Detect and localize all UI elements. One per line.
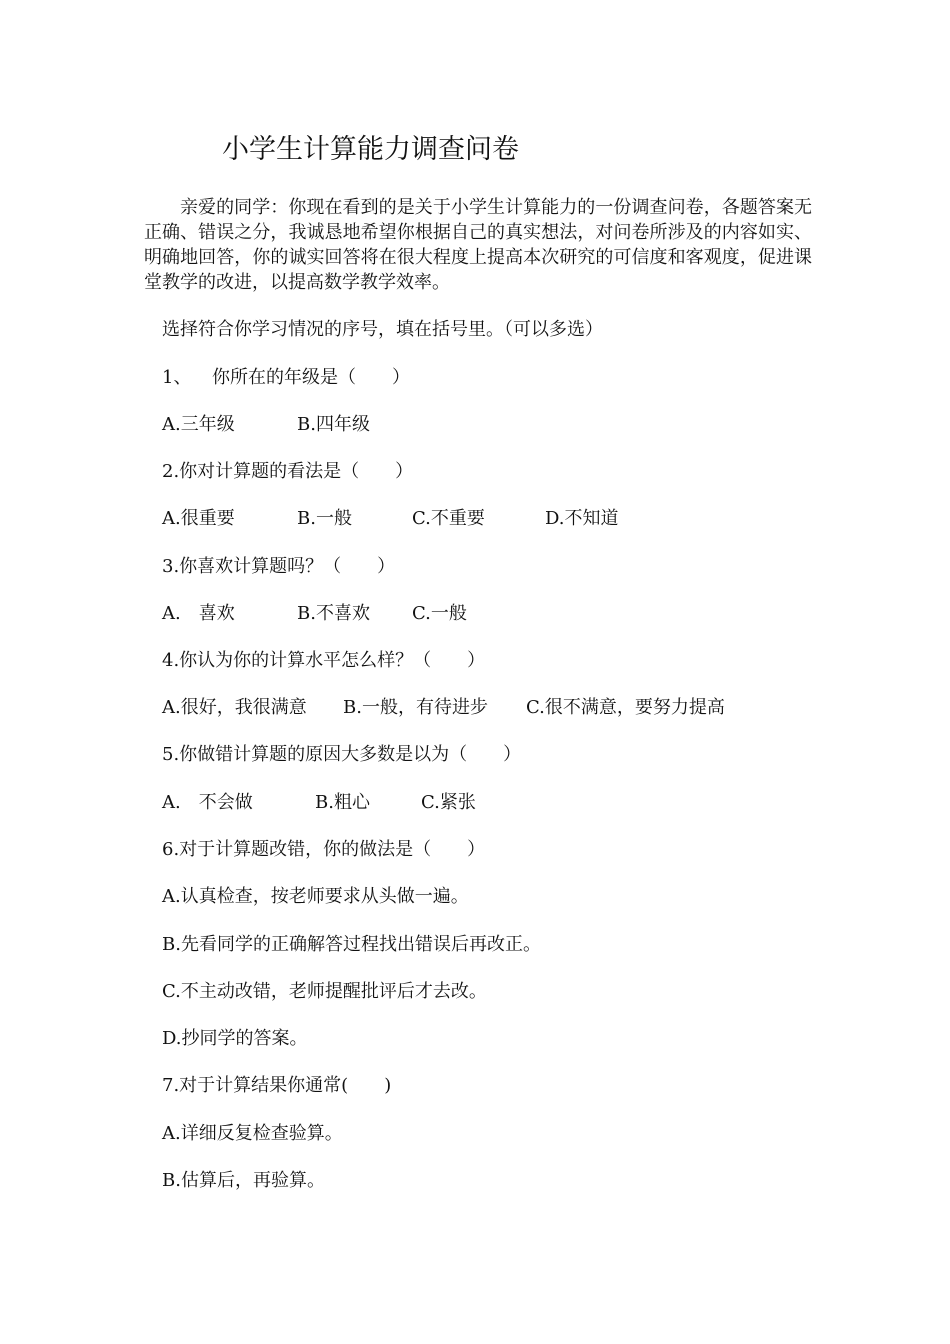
q7-option-a: A.详细反复检查验算。: [162, 1123, 343, 1144]
question-1-text: 你所在的年级是（ ）: [212, 367, 410, 388]
q6-option-c: C.不主动改错，老师提醒批评后才去改。: [162, 981, 487, 1002]
q4-option-c: C.很不满意，要努力提高: [526, 697, 725, 718]
question-2-text: 2.你对计算题的看法是（ ）: [162, 461, 414, 482]
q2-option-c: C.不重要: [412, 508, 485, 529]
q5-option-a: A. 不会做: [162, 792, 253, 813]
q5-option-b: B.粗心: [315, 792, 370, 813]
intro-paragraph: 亲爱的同学：你现在看到的是关于小学生计算能力的一份调查问卷，各题答案无正确、错误之分，我诚恳地希望你根据自己的真实想法，对问卷所涉及的内容如实、明确地回答，你的诚实回答将在很大程度上提高本次研究的可信度和客观度，促进课堂教学的改进，以提高数学教学效率。: [144, 197, 812, 293]
q2-option-a: A.很重要: [162, 508, 235, 529]
q4-option-a: A.很好，我很满意: [162, 697, 307, 718]
instruction-text: 选择符合你学习情况的序号，填在括号里。（可以多选）: [162, 319, 603, 340]
q3-option-a: A. 喜欢: [162, 603, 235, 624]
q1-option-a: A.三年级: [162, 414, 235, 435]
question-3-text: 3.你喜欢计算题吗？（ ）: [162, 556, 396, 577]
question-7-text: 7.对于计算结果你通常( ): [162, 1075, 392, 1096]
question-6-text: 6.对于计算题改错，你的做法是（ ）: [162, 839, 486, 860]
q3-option-c: C.一般: [412, 603, 467, 624]
q2-option-b: B.一般: [297, 508, 352, 529]
question-4-text: 4.你认为你的计算水平怎么样？（ ）: [162, 650, 486, 671]
q5-option-c: C.紧张: [421, 792, 476, 813]
q3-option-b: B.不喜欢: [297, 603, 370, 624]
question-1-number: 1、: [162, 367, 192, 388]
q6-option-a: A.认真检查，按老师要求从头做一遍。: [162, 886, 469, 907]
q6-option-d: D.抄同学的答案。: [162, 1028, 308, 1049]
q1-option-b: B.四年级: [297, 414, 370, 435]
page-title: 小学生计算能力调查问卷: [222, 134, 519, 165]
question-5-text: 5.你做错计算题的原因大多数是以为（ ）: [162, 744, 522, 765]
q2-option-d: D.不知道: [545, 508, 619, 529]
q7-option-b: B.估算后，再验算。: [162, 1170, 325, 1191]
q6-option-b: B.先看同学的正确解答过程找出错误后再改正。: [162, 934, 541, 955]
q4-option-b: B.一般，有待进步: [343, 697, 488, 718]
